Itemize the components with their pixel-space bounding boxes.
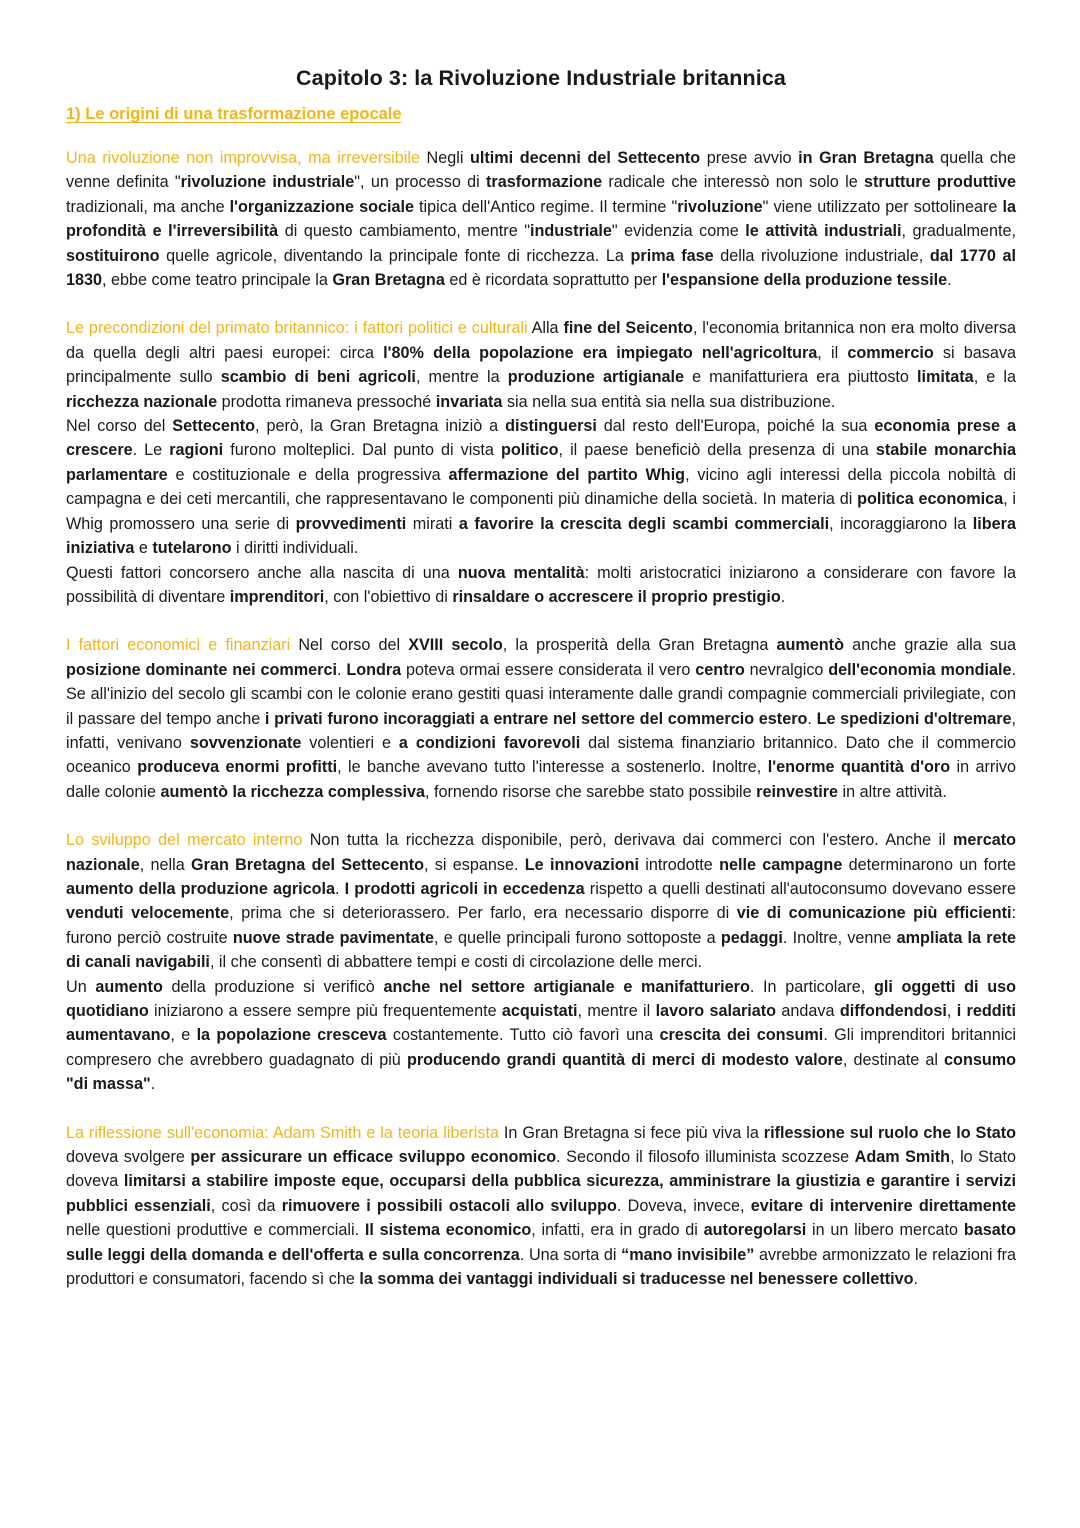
body-text: nelle questioni produttive e commerciali.: [66, 1221, 365, 1240]
body-text: , così da: [210, 1196, 282, 1215]
bold-text: trasformazione: [486, 173, 603, 192]
body-text: : molti aristocratici iniziarono a considerare con favore la possibilità di diventare: [66, 563, 1017, 606]
bold-text: la profondità e l'irreversibilità: [66, 197, 1016, 241]
bold-text: libera iniziativa: [66, 514, 1016, 558]
bold-text: riflessione sul ruolo che lo Stato: [763, 1123, 1016, 1142]
paragraph-lead-heading: La riflessione sull'economia: Adam Smith e la teoria liberista: [66, 1123, 499, 1142]
bold-text: centro: [695, 660, 745, 679]
bold-text: basato sulle leggi della domanda e dell'offerta e sulla concorrenza: [66, 1221, 1017, 1264]
bold-text: l'espansione della produzione tessile: [661, 271, 948, 290]
bold-text: rivoluzione: [677, 197, 763, 216]
body-text: in un libero mercato: [806, 1221, 964, 1240]
body-text: , con l'obiettivo di: [324, 587, 453, 606]
bold-text: Le innovazioni: [524, 855, 639, 874]
body-text: . Inoltre, venne: [782, 928, 897, 947]
bold-text: sostituirono: [66, 246, 160, 265]
body-text: rispetto a quelli destinati all'autoconsumo dovevano essere: [584, 879, 1017, 898]
bold-text: autoregolarsi: [703, 1221, 807, 1240]
body-text: tipica dell'Antico regime. Il termine ": [413, 197, 678, 216]
body-text: , l'economia britannica non era molto diversa da quella degli altri paesi europei: circa: [66, 319, 1016, 362]
body-text: ed è ricordata soprattutto per: [444, 271, 662, 290]
body-text: Questi fattori concorsero anche alla nascita di una: [66, 563, 458, 582]
bold-text: Gran Bretagna del Settecento: [191, 855, 425, 874]
body-text: .: [150, 1075, 156, 1094]
bold-text: aumentò: [776, 636, 844, 655]
body-text: .: [913, 1270, 919, 1289]
body-text: . Una sorta di: [519, 1245, 622, 1264]
body-text: , gradualmente,: [901, 222, 1017, 241]
body-text: doveva svolgere: [66, 1148, 191, 1167]
bold-text: lavoro salariato: [655, 1002, 777, 1020]
bold-text: la somma dei vantaggi individuali si traducesse nel benessere collettivo: [359, 1270, 914, 1289]
paragraph: [66, 633, 1016, 804]
bold-text: sovvenzionate: [189, 733, 302, 752]
bold-text: distinguersi: [505, 417, 597, 436]
body-text: quella che venne definita ": [66, 149, 1016, 192]
bold-text: la popolazione cresceva: [196, 1026, 387, 1045]
bold-text: ragioni: [169, 441, 224, 460]
body-text: , ebbe come teatro principale la: [102, 271, 333, 290]
body-text: In Gran Bretagna si fece più viva la: [499, 1123, 764, 1142]
body-text: Nel corso del: [290, 636, 409, 655]
body-text: radicale che interessò non solo le: [602, 173, 865, 192]
body-text: , il: [817, 343, 848, 362]
bold-text: anche nel settore artigianale e manifatturiero: [383, 977, 750, 996]
bold-text: diffondendosi: [839, 1002, 947, 1020]
bold-text: nelle campagne: [719, 855, 843, 874]
bold-text: prima fase: [630, 246, 714, 265]
bold-text: l'organizzazione sociale: [229, 197, 414, 216]
body-text: .: [780, 587, 786, 606]
body-text: avrebbe armonizzato le relazioni fra produttori e consumatori, facendo sì che: [66, 1245, 1016, 1289]
body-text: Nel corso del: [66, 417, 173, 436]
paragraph-lead-heading: Una rivoluzione non improvvisa, ma irreversibile: [66, 149, 420, 167]
bold-text: l'80% della popolazione era impiegato nell'agricoltura: [383, 343, 818, 362]
body-text: , però, la Gran Bretagna iniziò a: [255, 417, 506, 436]
bold-text: fine del Seicento: [563, 319, 693, 338]
bold-text: evitare di intervenire direttamente: [750, 1196, 1016, 1215]
body-text: , vicino agli interessi della piccola nobiltà di campagna e dei ceti mercantili, che rappresentavano le componenti più dinamiche della società. In materia di: [66, 465, 1016, 509]
paragraph: [66, 1121, 1016, 1292]
body-text: e manifatturiera era piuttosto: [684, 368, 918, 387]
paragraph: [66, 828, 1016, 974]
body-text: , nella: [139, 855, 192, 874]
bold-text: consumo "di massa": [66, 1050, 1016, 1094]
body-text: i diritti individuali.: [231, 539, 359, 558]
bold-text: invariata: [435, 392, 503, 411]
body-text: , infatti, venivano: [66, 709, 1017, 752]
body-text: Un: [66, 977, 96, 996]
body-text: . Gli imprenditori britannici compresero che avrebbero guadagnato di più: [66, 1026, 1016, 1069]
bold-text: posizione dominante nei commerci: [66, 660, 337, 679]
bold-text: stabile monarchia parlamentare: [66, 441, 1016, 484]
body-text: , infatti, era in grado di: [531, 1221, 704, 1240]
body-text: e costituzionale e della progressiva: [167, 465, 449, 484]
body-text: iniziarono a essere sempre più frequentemente: [148, 1002, 502, 1020]
bold-text: in Gran Bretagna: [798, 149, 934, 167]
body-text: " viene utilizzato per sottolineare: [762, 197, 1003, 216]
body-text: .: [336, 660, 347, 679]
bold-text: mercato nazionale: [66, 831, 1016, 874]
bold-text: per assicurare un efficace sviluppo economico: [190, 1148, 557, 1167]
body-text: , i Whig promossero una serie di: [66, 490, 1017, 533]
body-text: .: [335, 879, 345, 898]
bold-text: scambio di beni agricoli: [220, 368, 416, 387]
bold-text: I prodotti agricoli in eccedenza: [344, 879, 585, 898]
body-text: . Doveva, invece,: [616, 1196, 751, 1215]
bold-text: ricchezza nazionale: [66, 392, 218, 411]
section-heading: 1) Le origini di una trasformazione epocale: [66, 105, 402, 123]
body-text: introdotte: [639, 855, 720, 874]
bold-text: ultimi decenni del Settecento: [470, 149, 701, 167]
bold-text: pedaggi: [720, 928, 783, 947]
bold-text: provvedimenti: [295, 514, 407, 533]
paragraph: [66, 975, 1016, 1097]
body-text: si basava principalmente sullo: [66, 343, 1016, 387]
bold-text: Settecento: [172, 417, 256, 436]
body-text: andava: [776, 1002, 840, 1020]
body-text: , il che consentì di abbattere tempi e costi di circolazione delle merci.: [209, 953, 703, 972]
bold-text: i privati furono incoraggiati a entrare nel settore del commercio estero: [264, 709, 808, 728]
body-text: , la prosperità della Gran Bretagna: [502, 636, 777, 655]
bold-text: “mano invisibile”: [621, 1245, 755, 1264]
body-text: . Le: [132, 441, 170, 460]
paragraph: [66, 316, 1016, 414]
body-text: , destinate al: [842, 1050, 945, 1069]
bold-text: strutture produttive: [864, 173, 1017, 192]
body-text: .: [947, 271, 952, 290]
bold-text: acquistati: [501, 1002, 578, 1020]
body-text: " evidenzia come: [611, 222, 746, 241]
bold-text: rivoluzione industriale: [180, 173, 355, 192]
bold-text: dell'economia mondiale: [828, 660, 1012, 679]
paragraph-lead-heading: Lo sviluppo del mercato interno: [66, 831, 303, 850]
body-text: , prima che si deteriorassero. Per farlo, era necessario disporre di: [229, 904, 737, 923]
bold-text: rinsaldare o accrescere il proprio prestigio: [452, 587, 781, 606]
bold-text: produceva enormi profitti: [137, 758, 338, 777]
bold-text: reinvestire: [756, 782, 839, 801]
document-body: [66, 146, 1016, 1291]
body-text: e: [134, 539, 153, 558]
body-text: Negli: [419, 149, 470, 167]
body-text: della rivoluzione industriale,: [713, 246, 930, 265]
body-text: volentieri e: [301, 733, 399, 752]
bold-text: Le spedizioni d'oltremare: [816, 709, 1012, 728]
bold-text: Il sistema economico: [364, 1221, 532, 1240]
body-text: ,: [946, 1002, 957, 1020]
body-text: , si espanse.: [424, 855, 525, 874]
body-text: , incoraggiarono la: [829, 514, 973, 533]
bold-text: venduti velocemente: [66, 904, 230, 923]
body-text: dal resto dell'Europa, poiché la sua: [596, 417, 875, 436]
bold-text: industriale: [530, 222, 612, 241]
body-text: della produzione si verificò: [162, 977, 384, 996]
body-text: , mentre il: [577, 1002, 656, 1020]
bold-text: crescita dei consumi: [659, 1026, 824, 1045]
bold-text: limitata: [917, 368, 974, 387]
body-text: in arrivo dalle colonie: [66, 758, 1017, 801]
body-text: . In particolare,: [749, 977, 874, 996]
body-text: nevralgico: [744, 660, 829, 679]
bold-text: Gran Bretagna: [332, 271, 445, 290]
body-text: Alla: [527, 319, 564, 338]
body-text: dal sistema finanziario britannico. Dato che il commercio oceanico: [66, 733, 1017, 777]
bold-text: dal 1770 al 1830: [66, 246, 1016, 290]
body-text: sia nella sua entità sia nella sua distribuzione.: [502, 392, 836, 411]
bold-text: a favorire la crescita degli scambi commerciali: [458, 514, 830, 533]
bold-text: gli oggetti di uso quotidiano: [66, 977, 1016, 1020]
body-text: Non tutta la ricchezza disponibile, però, derivava dai commerci con l'estero. Anche il: [302, 831, 954, 850]
body-text: determinarono un forte: [842, 855, 1016, 874]
body-text: prodotta rimaneva pressoché: [217, 392, 436, 411]
bold-text: Londra: [346, 660, 402, 679]
body-text: . Secondo il filosofo illuminista scozzese: [556, 1148, 855, 1167]
body-text: mirati: [406, 514, 459, 533]
bold-text: politica economica: [857, 490, 1004, 509]
body-text: , le banche avevano tutto l'interesse a sostenerlo. Inoltre,: [337, 758, 768, 777]
bold-text: produzione artigianale: [507, 368, 684, 387]
bold-text: vie di comunicazione più efficienti: [736, 904, 1012, 923]
bold-text: affermazione del partito Whig: [448, 465, 686, 484]
body-text: costantemente. Tutto ciò favorì una: [386, 1026, 660, 1045]
body-text: , il paese beneficiò della presenza di una: [558, 441, 876, 460]
bold-text: rimuovere i possibili ostacoli allo sviluppo: [281, 1196, 617, 1215]
body-text: , mentre la: [415, 368, 508, 387]
paragraph: [66, 414, 1016, 560]
bold-text: XVIII secolo: [408, 636, 503, 655]
body-text: prese avvio: [700, 149, 799, 167]
body-text: anche grazie alla sua: [843, 636, 1016, 655]
bold-text: ampliata la rete di canali navigabili: [66, 928, 1016, 972]
body-text: tradizionali, ma anche: [66, 197, 230, 216]
bold-text: a condizioni favorevoli: [398, 733, 581, 752]
bold-text: i redditi aumentavano: [66, 1002, 1016, 1045]
body-text: ", un processo di: [354, 173, 487, 192]
bold-text: aumento: [95, 977, 163, 996]
body-text: , e la: [973, 368, 1016, 387]
page-title: Capitolo 3: la Rivoluzione Industriale britannica: [296, 66, 786, 90]
bold-text: imprenditori: [229, 587, 325, 606]
bold-text: Adam Smith: [854, 1148, 951, 1167]
bold-text: limitarsi a stabilire imposte eque, occuparsi della pubblica sicurezza, amministrare la giustizia e garantire i servizi pubblici essenziali: [66, 1172, 1016, 1215]
bold-text: aumentò la ricchezza complessiva: [160, 782, 426, 801]
body-text: . Se all'inizio del secolo gli scambi con le colonie erano gestiti quasi interamente dalle grandi compagnie commerciali privilegiate, con il passare del tempo anche: [66, 660, 1016, 728]
body-text: furono molteplici. Dal punto di vista: [223, 441, 501, 460]
bold-text: producendo grandi quantità di merci di modesto valore: [406, 1050, 843, 1069]
paragraph-lead-heading: I fattori economici e finanziari: [66, 636, 291, 655]
body-text: , e: [170, 1026, 197, 1045]
body-text: poteva ormai essere considerata il vero: [401, 660, 696, 679]
body-text: di questo cambiamento, mentre ": [278, 222, 531, 241]
body-text: : furono perciò costruite: [66, 904, 1016, 947]
body-text: , fornendo risorse che sarebbe stato possibile: [425, 782, 757, 801]
bold-text: commercio: [847, 343, 934, 362]
bold-text: nuova mentalità: [457, 563, 585, 582]
paragraph-lead-heading: Le precondizioni del primato britannico: i fattori politici e culturali: [66, 319, 528, 338]
bold-text: le attività industriali: [745, 222, 902, 241]
body-text: in altre attività.: [838, 782, 947, 801]
body-text: .: [807, 709, 817, 728]
body-text: , e quelle principali furono sottoposte a: [434, 928, 721, 947]
bold-text: nuove strade pavimentate: [232, 928, 435, 947]
bold-text: tutelarono: [152, 539, 232, 558]
bold-text: aumento della produzione agricola: [66, 879, 336, 898]
paragraph: [66, 561, 1016, 610]
body-text: , lo Stato doveva: [66, 1148, 1016, 1191]
bold-text: politico: [500, 441, 559, 460]
bold-text: l'enorme quantità d'oro: [767, 758, 951, 777]
paragraph: [66, 146, 1016, 292]
body-text: quelle agricole, diventando la principale fonte di ricchezza. La: [159, 246, 631, 265]
bold-text: economia prese a crescere: [66, 417, 1016, 460]
